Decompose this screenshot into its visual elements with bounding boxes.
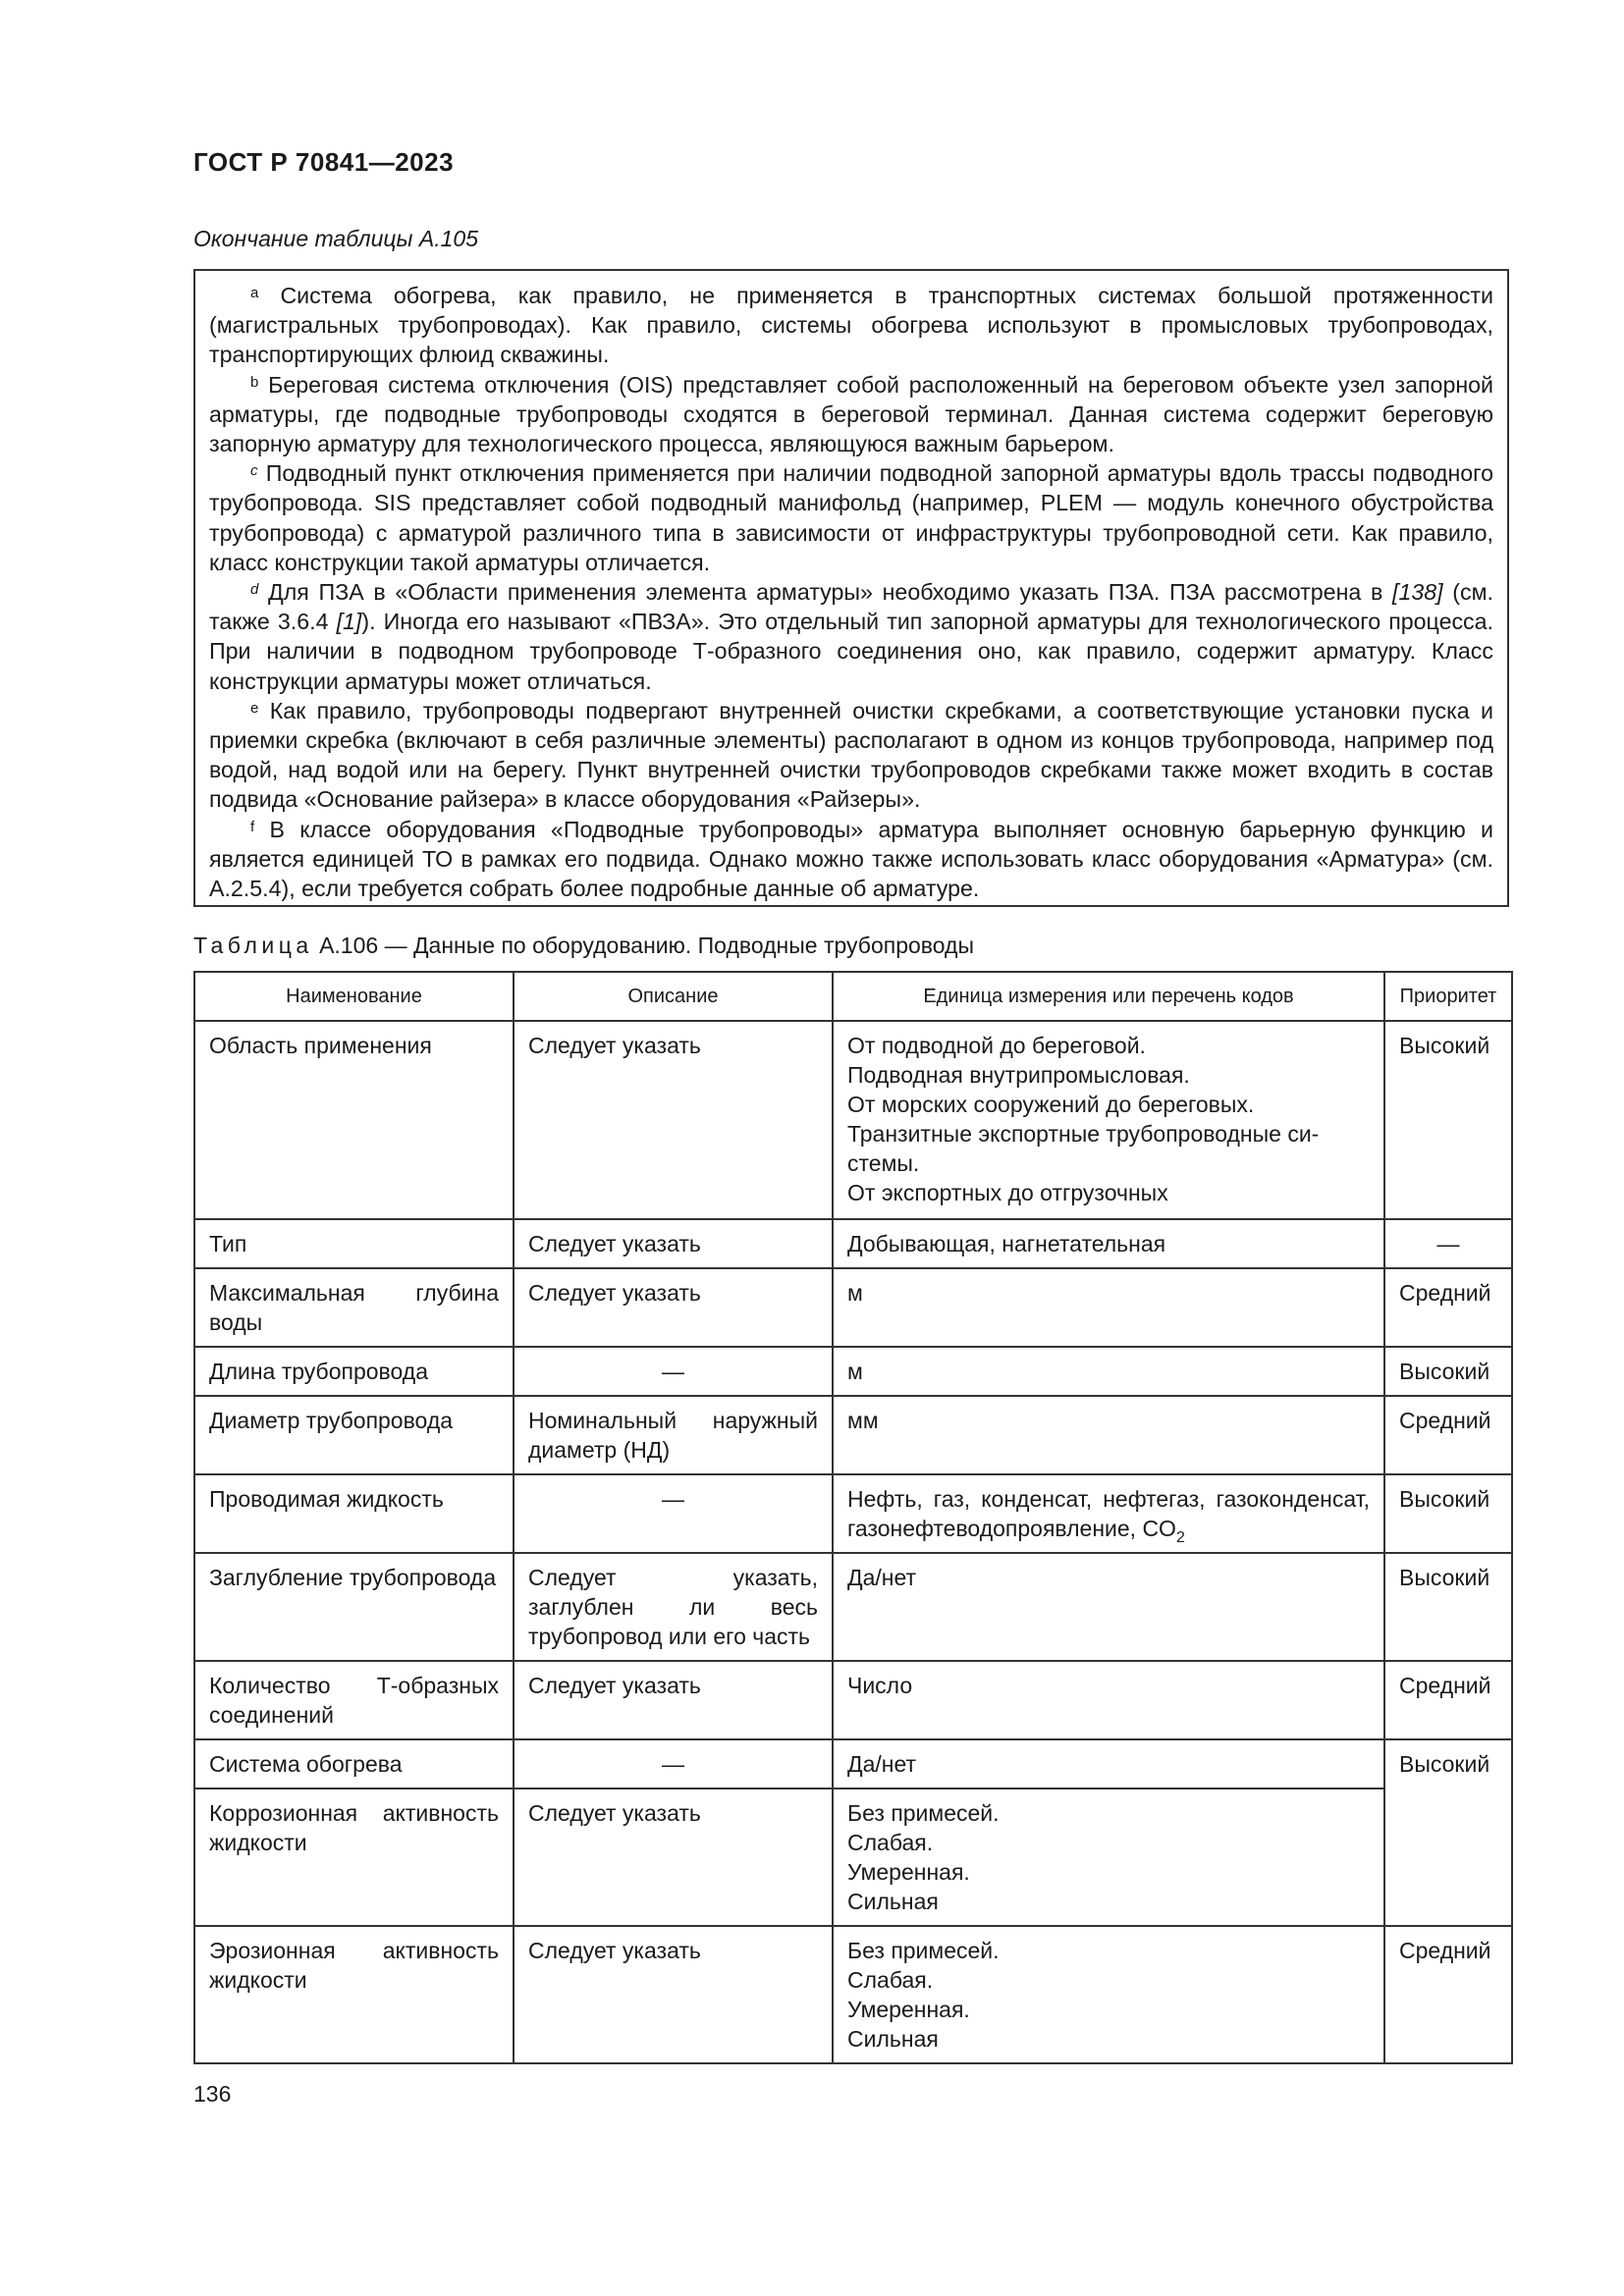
cell-units: м: [833, 1347, 1384, 1396]
code-list-item: От подводной до береговой.: [847, 1033, 1146, 1058]
cell-units: м: [833, 1268, 1384, 1347]
code-list-item: Без примесей.: [847, 1938, 1000, 1963]
cell-priority: Высокий: [1384, 1739, 1512, 1926]
cell-name: Эрозионная активность жидкости: [194, 1926, 514, 2063]
code-list-item: Подводная внутрипромысловая.: [847, 1062, 1190, 1088]
cell-units: [833, 1021, 1384, 1219]
column-header-priority: Приоритет: [1384, 972, 1512, 1021]
cell-units: [833, 1789, 1384, 1926]
code-list-item: Умеренная.: [847, 1859, 970, 1885]
cell-priority: Средний: [1384, 1268, 1512, 1347]
cell-description: Следует указать: [514, 1789, 833, 1926]
code-list-item: Слабая.: [847, 1967, 934, 1993]
cell-name: Количество Т-образных соединений: [194, 1661, 514, 1739]
footnote-f: [209, 815, 1493, 904]
table-continuation-label: Окончание таблицы А.105: [193, 226, 478, 251]
footnote-a: [209, 281, 1493, 370]
table-caption: [193, 933, 974, 959]
cell-priority: Средний: [1384, 1661, 1512, 1739]
cell-units: Число: [833, 1661, 1384, 1739]
table-caption-title: А.106 — Данные по оборудованию. Подводные трубопроводы: [319, 933, 974, 958]
table-caption-word: Таблица: [193, 933, 313, 958]
footnote-c: [209, 458, 1493, 577]
footnote-mark: d: [250, 581, 259, 599]
footnote-b: [209, 370, 1493, 459]
footnote-mark: e: [250, 699, 259, 717]
bibliography-reference: [138]: [1392, 579, 1443, 606]
table-header-row: [194, 972, 1512, 1021]
table-row: [194, 1661, 1512, 1739]
table-row: [194, 1396, 1512, 1474]
code-list-item: От экспортных до отгрузочных: [847, 1180, 1168, 1205]
footnote-text: Как правило, трубопроводы подвергают внутренней очистки скребками, а соответствующие установки пуска и приемки скребка (включают в себя различные элементы) располагают в одном из концов трубопровода, например под водой, над водой или на берегу. Пункт внутренней очистки трубопроводов скребками также может входить в состав подвида «Основание райзера» в классе оборудования «Райзеры».: [209, 697, 1493, 813]
table-row: [194, 1739, 1512, 1789]
cell-name: Проводимая жидкость: [194, 1474, 514, 1553]
column-header-description: Описание: [514, 972, 833, 1021]
column-header-units: Единица измерения или перечень кодов: [833, 972, 1384, 1021]
cell-name: Заглубление трубопровода: [194, 1553, 514, 1661]
table-row: [194, 1474, 1512, 1553]
cell-priority: —: [1384, 1219, 1512, 1268]
cell-description: Следует указать: [514, 1926, 833, 2063]
cell-description: —: [514, 1347, 833, 1396]
cell-name: Область применения: [194, 1021, 514, 1219]
cell-priority: Высокий: [1384, 1474, 1512, 1553]
footnote-text: Для ПЗА в «Области применения элемента арматуры» необходимо указать ПЗА. ПЗА рассмотрена в: [268, 579, 1383, 606]
footnote-d: [209, 577, 1493, 696]
cell-priority: Средний: [1384, 1396, 1512, 1474]
footnote-mark: c: [250, 462, 258, 480]
footnote-text: (см. также 3.6.4: [209, 579, 1493, 635]
cell-description: —: [514, 1474, 833, 1553]
table-row: [194, 1926, 1512, 2063]
cell-priority: Высокий: [1384, 1021, 1512, 1219]
cell-description: Следует указать, заглублен ли весь трубопровод или его часть: [514, 1553, 833, 1661]
code-list-item: Без примесей.: [847, 1800, 1000, 1826]
cell-name: Система обогрева: [194, 1739, 514, 1789]
table-row: [194, 1268, 1512, 1347]
cell-description: Следует указать: [514, 1268, 833, 1347]
footnote-text: Береговая система отключения (OIS) представляет собой расположенный на береговом объекте узел запорной арматуры, где подводные трубопроводы сходятся в береговой терминал. Данная система содержит береговую запорную арматуру для технологического процесса, являющуюся важным барьером.: [209, 371, 1493, 457]
code-list-item: стемы.: [847, 1150, 920, 1176]
code-list-item: Умеренная.: [847, 1997, 970, 2022]
table-footnotes: [193, 269, 1509, 907]
code-list-item: Сильная: [847, 2026, 939, 2052]
footnote-text: Система обогрева, как правило, не применяется в транспортных системах большой протяженности (магистральных трубопроводах). Как правило, системы обогрева используют в промысловых трубопроводах, транспортирующих флюид скважины.: [209, 283, 1494, 368]
bibliography-reference: [1]: [336, 609, 362, 635]
code-list-item: Транзитные экспортные трубопроводные си-: [847, 1121, 1320, 1147]
table-row: [194, 1553, 1512, 1661]
footnote-mark: b: [250, 373, 259, 391]
code-list-item: Слабая.: [847, 1830, 934, 1855]
cell-units: Добывающая, нагнетательная: [833, 1219, 1384, 1268]
cell-priority: Высокий: [1384, 1347, 1512, 1396]
equipment-data-table: [193, 971, 1513, 2064]
cell-units: [833, 1926, 1384, 2063]
cell-units: Да/нет: [833, 1739, 1384, 1789]
subscript: 2: [1175, 1529, 1185, 1546]
cell-name: Тип: [194, 1219, 514, 1268]
footnote-text: Подводный пункт отключения применяется при наличии подводной запорной арматуры вдоль трассы подводного трубопровода. SIS представляет собой подводный манифольд (например, PLEM — модуль конечного обустройства трубопровода) с арматурой различного типа в зависимости от инфраструктуры трубопроводной сети. Как правило, класс конструкции такой арматуры отличается.: [209, 460, 1493, 575]
footnote-text: ). Иногда его называют «ПВЗА». Это отдельный тип запорной арматуры для технологического процесса. При наличии в подводном трубопроводе Т-образного соединения оно, как правило, содержит арматуру. Класс конструкции арматуры может отличаться.: [209, 609, 1493, 694]
cell-description: Следует указать: [514, 1021, 833, 1219]
cell-description: Следует указать: [514, 1219, 833, 1268]
table-row: [194, 1021, 1512, 1219]
table-row: [194, 1219, 1512, 1268]
footnote-mark: a: [250, 285, 259, 301]
footnote-e: [209, 696, 1493, 815]
cell-priority: Высокий: [1384, 1553, 1512, 1661]
cell-description: —: [514, 1739, 833, 1789]
cell-units: Да/нет: [833, 1553, 1384, 1661]
cell-name: Максимальная глубина воды: [194, 1268, 514, 1347]
cell-units: [833, 1474, 1384, 1553]
cell-description: Номинальный наружный диаметр (НД): [514, 1396, 833, 1474]
cell-description: Следует указать: [514, 1661, 833, 1739]
table-row: [194, 1347, 1512, 1396]
footnote-text: В классе оборудования «Подводные трубопроводы» арматура выполняет основную барьерную функцию и является единицей ТО в рамках его подвида. Однако можно также использовать класс оборудования «Арматура» (см. А.2.5.4), если требуется собрать более подробные данные об арматуре.: [209, 816, 1494, 902]
footnote-mark: f: [250, 818, 255, 835]
cell-units-text: Нефть, газ, конденсат, нефтегаз, газоконденсат, газонефтеводопроявление, CO: [847, 1486, 1370, 1541]
code-list-item: От морских сооружений до береговых.: [847, 1092, 1255, 1117]
cell-name: Длина трубопровода: [194, 1347, 514, 1396]
code-list-item: Сильная: [847, 1889, 939, 1914]
table-row: [194, 1789, 1512, 1926]
page-number: 136: [193, 2081, 232, 2107]
cell-priority: Средний: [1384, 1926, 1512, 2063]
column-header-name: Наименование: [194, 972, 514, 1021]
cell-name: Коррозионная активность жидкости: [194, 1789, 514, 1926]
document-code: ГОСТ Р 70841—2023: [193, 147, 455, 177]
cell-name: Диаметр трубопровода: [194, 1396, 514, 1474]
cell-units: мм: [833, 1396, 1384, 1474]
